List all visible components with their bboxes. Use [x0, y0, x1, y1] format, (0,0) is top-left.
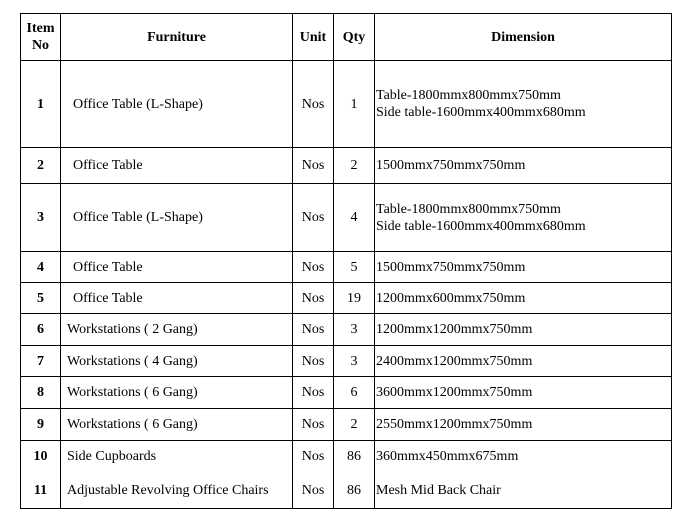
furniture-cell: Office Table (L-Shape) [61, 61, 293, 148]
dimension-line: Mesh Mid Back Chair [376, 482, 501, 498]
furniture-table [20, 13, 672, 509]
item-no-cell: 11 [21, 473, 61, 509]
item-no-cell: 9 [21, 409, 61, 441]
unit-cell: Nos [293, 148, 334, 184]
table-row [21, 314, 672, 346]
dimension-cell [375, 252, 672, 283]
table-row [21, 184, 672, 252]
qty-cell: 86 [334, 441, 375, 473]
furniture-cell: Side Cupboards [61, 441, 293, 473]
furniture-cell: Office Table (L-Shape) [61, 184, 293, 252]
dimension-cell [375, 346, 672, 377]
unit-cell: Nos [293, 441, 334, 473]
item-no-cell: 5 [21, 283, 61, 314]
unit-cell: Nos [293, 252, 334, 283]
header-item-no: Item No [21, 14, 61, 61]
furniture-cell: Workstations ( 6 Gang) [61, 377, 293, 409]
table-row [21, 473, 672, 509]
dimension-cell [375, 441, 672, 473]
furniture-cell: Workstations ( 6 Gang) [61, 409, 293, 441]
qty-cell: 3 [334, 314, 375, 346]
dimension-line: Table-1800mmx800mmx750mm [376, 88, 561, 103]
dimension-line: 1200mmx600mmx750mm [376, 290, 526, 306]
qty-cell: 3 [334, 346, 375, 377]
dimension-line: 360mmx450mmx675mm [376, 449, 519, 465]
header-unit: Unit [293, 14, 334, 61]
item-no-cell: 6 [21, 314, 61, 346]
unit-cell: Nos [293, 473, 334, 509]
header-furniture: Furniture [61, 14, 293, 61]
item-no-cell: 4 [21, 252, 61, 283]
item-no-cell: 2 [21, 148, 61, 184]
unit-cell: Nos [293, 314, 334, 346]
dimension-line: Side table-1600mmx400mmx680mm [376, 105, 586, 120]
dimension-line: Table-1800mmx800mmx750mm [376, 201, 561, 217]
item-no-cell: 7 [21, 346, 61, 377]
dimension-cell [375, 377, 672, 409]
dimension-cell [375, 473, 672, 509]
dimension-line: 3600mmx1200mmx750mm [376, 385, 533, 400]
furniture-cell: Adjustable Revolving Office Chairs [61, 473, 293, 509]
dimension-line: Side table-1600mmx400mmx680mm [376, 218, 586, 234]
qty-cell: 2 [334, 148, 375, 184]
furniture-cell: Workstations ( 2 Gang) [61, 314, 293, 346]
table-row [21, 377, 672, 409]
dimension-line: 1200mmx1200mmx750mm [376, 322, 533, 337]
unit-cell: Nos [293, 61, 334, 148]
item-no-cell: 1 [21, 61, 61, 148]
qty-cell: 5 [334, 252, 375, 283]
dimension-cell [375, 184, 672, 252]
qty-cell: 2 [334, 409, 375, 441]
furniture-cell: Office Table [61, 252, 293, 283]
header-dimension: Dimension [375, 14, 672, 61]
dimension-cell [375, 148, 672, 184]
item-no-cell: 8 [21, 377, 61, 409]
furniture-cell: Workstations ( 4 Gang) [61, 346, 293, 377]
table-row [21, 252, 672, 283]
dimension-line: 1500mmx750mmx750mm [376, 259, 526, 275]
table-row [21, 148, 672, 184]
unit-cell: Nos [293, 377, 334, 409]
dimension-cell [375, 409, 672, 441]
dimension-line: 1500mmx750mmx750mm [376, 158, 526, 173]
dimension-cell [375, 283, 672, 314]
item-no-cell: 10 [21, 441, 61, 473]
table-row [21, 409, 672, 441]
dimension-cell [375, 61, 672, 148]
furniture-cell: Office Table [61, 148, 293, 184]
table-body [21, 61, 672, 509]
qty-cell: 4 [334, 184, 375, 252]
header-qty: Qty [334, 14, 375, 61]
qty-cell: 86 [334, 473, 375, 509]
unit-cell: Nos [293, 346, 334, 377]
table-row [21, 346, 672, 377]
unit-cell: Nos [293, 283, 334, 314]
dimension-line: 2550mmx1200mmx750mm [376, 417, 533, 432]
qty-cell: 1 [334, 61, 375, 148]
header-row [21, 14, 672, 61]
dimension-cell [375, 314, 672, 346]
qty-cell: 19 [334, 283, 375, 314]
furniture-cell: Office Table [61, 283, 293, 314]
unit-cell: Nos [293, 409, 334, 441]
table-row [21, 283, 672, 314]
item-no-cell: 3 [21, 184, 61, 252]
qty-cell: 6 [334, 377, 375, 409]
table-row [21, 61, 672, 148]
table-row [21, 441, 672, 473]
dimension-line: 2400mmx1200mmx750mm [376, 353, 533, 369]
unit-cell: Nos [293, 184, 334, 252]
